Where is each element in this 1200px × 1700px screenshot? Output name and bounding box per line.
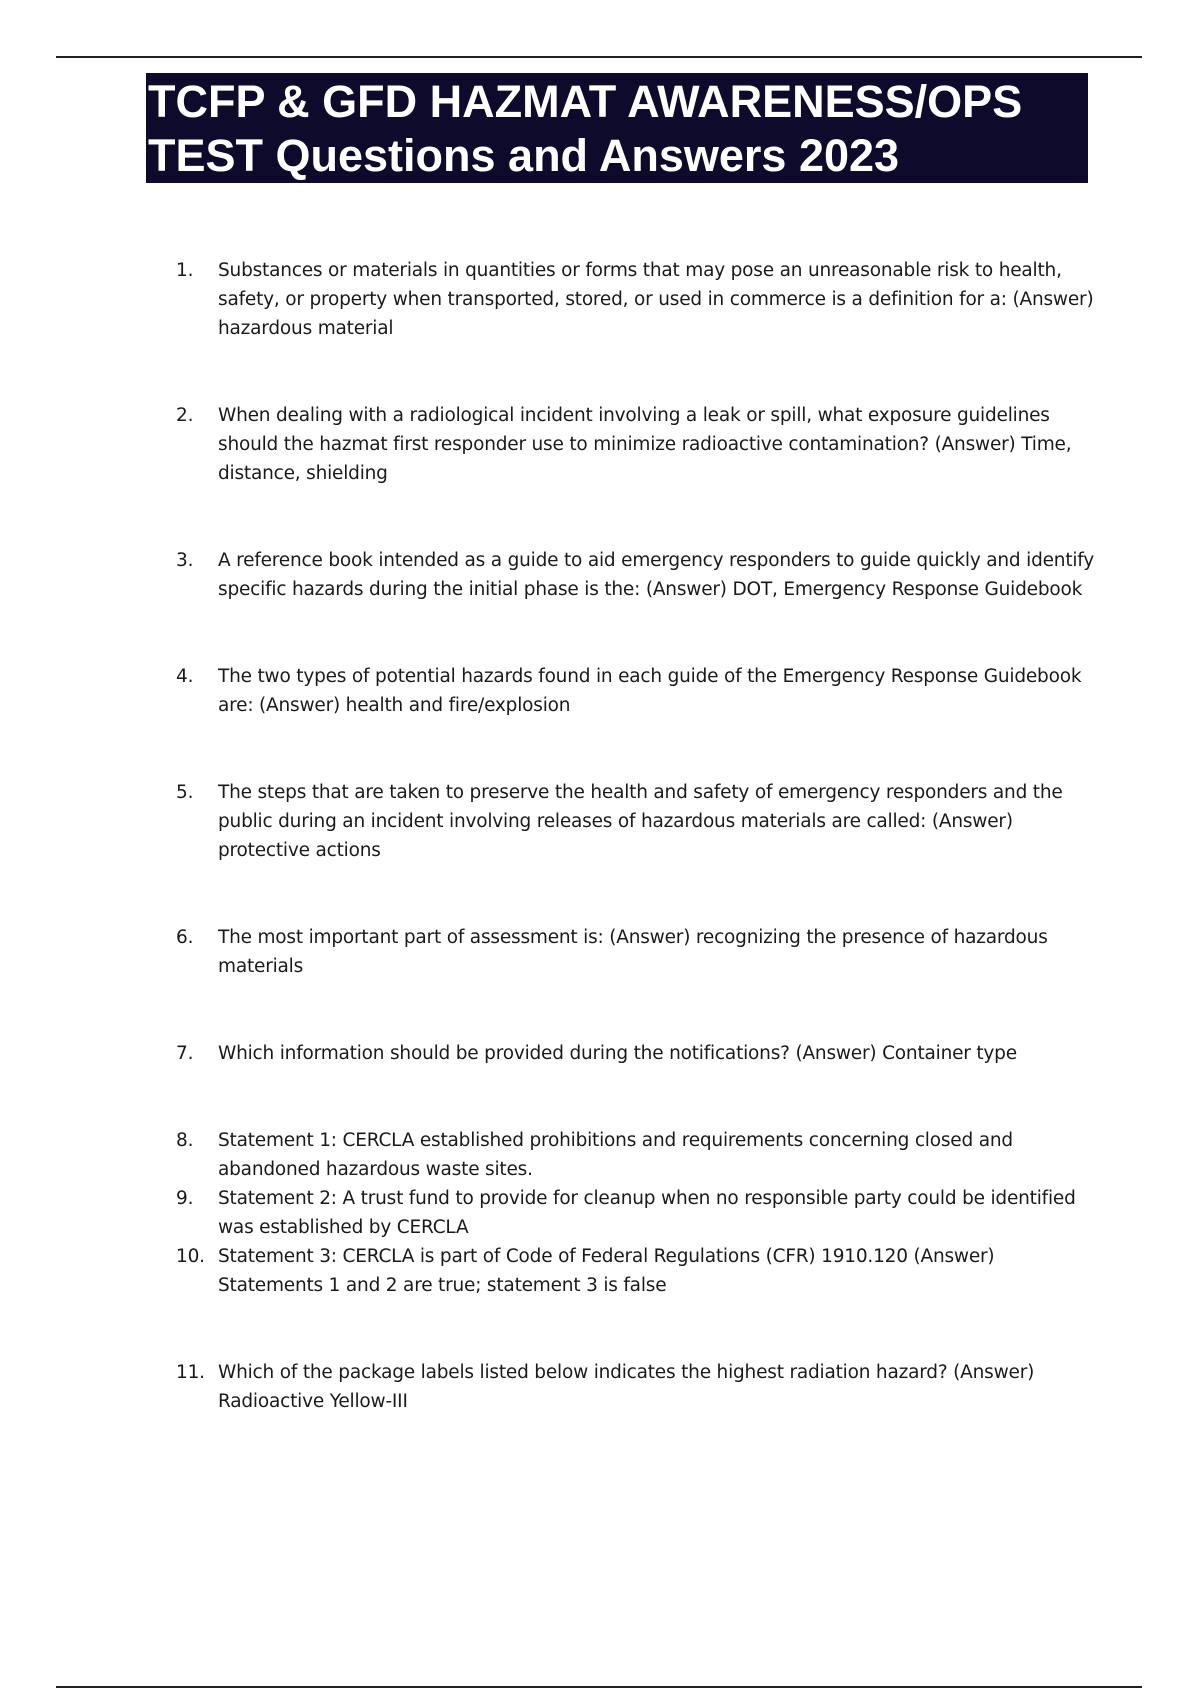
question-number: 8. (176, 1130, 194, 1151)
title-line-2: TEST Questions and Answers 2023 (148, 130, 900, 181)
question-text: Which information should be provided during the notifications? (Answer) Container type (218, 1043, 1017, 1064)
question-text: A reference book intended as a guide to aid emergency responders to guide quickly and identify specific hazards during the initial phase is the: (Answer) DOT, Emergency Response Guidebook (218, 550, 1095, 600)
question-text: Which of the package labels listed below indicates the highest radiation hazard? (Answer) Radioactive Yellow-III (218, 1362, 1035, 1412)
question-item-4 (176, 662, 1096, 720)
question-item-3 (176, 546, 1096, 604)
question-number: 10. (176, 1246, 205, 1267)
title-line-1: TCFP & GFD HAZMAT AWARENESS/OPS (148, 76, 1023, 127)
question-item-6 (176, 923, 1096, 981)
question-number: 2. (176, 405, 194, 426)
question-number: 3. (176, 550, 194, 571)
question-number: 6. (176, 927, 194, 948)
question-item-9 (176, 1184, 1096, 1242)
question-text: The two types of potential hazards found in each guide of the Emergency Response Guidebook are: (Answer) health and fire/explosion (218, 666, 1082, 716)
question-text: When dealing with a radiological incident involving a leak or spill, what exposure guidelines should the hazmat first responder use to minimize radioactive contamination? (Answer) Time, distance, shielding (218, 405, 1072, 484)
question-number: 7. (176, 1043, 194, 1064)
question-item-5 (176, 778, 1096, 865)
question-text: Statement 3: CERCLA is part of Code of Federal Regulations (CFR) 1910.120 (Answer) Statements 1 and 2 are true; statement 3 is false (218, 1246, 995, 1296)
question-text: Statement 2: A trust fund to provide for cleanup when no responsible party could be identified was established by CERCLA (218, 1188, 1076, 1238)
question-item-11 (176, 1358, 1096, 1416)
question-number: 11. (176, 1362, 205, 1383)
top-rule (56, 56, 1142, 58)
document-title (146, 73, 1088, 183)
question-item-1 (176, 256, 1096, 343)
question-number: 5. (176, 782, 194, 803)
bottom-rule (56, 1686, 1142, 1688)
question-text: The steps that are taken to preserve the health and safety of emergency responders and the public during an incident involving releases of hazardous materials are called: (Answer) protective actions (218, 782, 1063, 861)
question-item-2 (176, 401, 1096, 488)
question-list (176, 256, 1096, 1416)
question-number: 1. (176, 260, 194, 281)
question-text: Statement 1: CERCLA established prohibitions and requirements concerning closed and abandoned hazardous waste sites. (218, 1130, 1013, 1180)
question-item-7 (176, 1039, 1096, 1068)
question-number: 4. (176, 666, 194, 687)
question-item-10 (176, 1242, 1096, 1300)
question-text: Substances or materials in quantities or forms that may pose an unreasonable risk to health, safety, or property when transported, stored, or used in commerce is a definition for a: (Answer) hazardous material (218, 260, 1094, 339)
question-number: 9. (176, 1188, 194, 1209)
question-item-8 (176, 1126, 1096, 1184)
question-text: The most important part of assessment is: (Answer) recognizing the presence of hazardous materials (218, 927, 1048, 977)
